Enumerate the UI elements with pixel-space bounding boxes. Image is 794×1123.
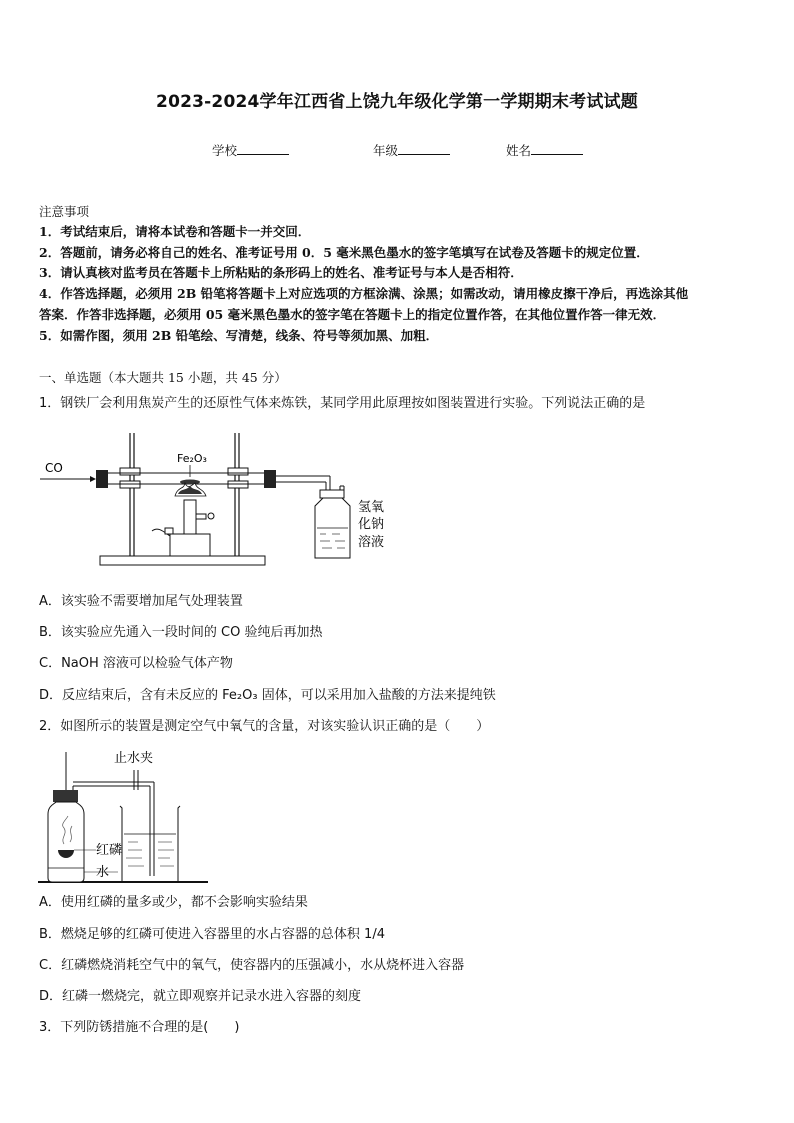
q2-option-b[interactable]: B．燃烧足够的红磷可使进入容器里的水占容器的总体积 1/4 [39, 927, 385, 942]
clamp-label: 止水夹 [114, 751, 154, 766]
school-label: 学校 [212, 143, 238, 158]
notice-item: 4．作答选择题，必须用 2B 铅笔将答题卡上对应选项的方框涂满、涂黑；如需改动，请用橡皮擦干净后，再选涂其他 [39, 286, 689, 301]
water-label: 水 [96, 865, 110, 880]
page-title: 2023-2024学年江西省上饶九年级化学第一学期期末考试试题 [156, 92, 638, 112]
q1-option-c[interactable]: C．NaOH 溶液可以检验气体产物 [39, 656, 233, 671]
notice-heading: 注意事项 [39, 204, 90, 219]
q1-option-d[interactable]: D．反应结束后，含有未反应的 Fe₂O₃ 固体，可以采用加入盐酸的方法来提纯铁 [39, 688, 496, 703]
section-heading: 一、单选题（本大题共 15 小题，共 45 分） [39, 370, 287, 385]
naoh-label-3: 溶液 [358, 535, 385, 550]
notice-item: 1．考试结束后，请将本试卷和答题卡一并交回． [39, 224, 311, 239]
notice-item: 5．如需作图，须用 2B 铅笔绘、写清楚，线条、符号等须加黑、加粗． [39, 328, 439, 343]
naoh-label-1: 氢氧 [358, 500, 385, 515]
name-field[interactable] [506, 141, 583, 159]
school-field[interactable] [212, 141, 289, 159]
q2-option-a[interactable]: A．使用红磷的量多或少，都不会影响实验结果 [39, 895, 308, 910]
co-label: CO [45, 461, 63, 475]
oxygen-measurement-apparatus-figure [38, 746, 208, 886]
question-2-stem: 2．如图所示的装置是测定空气中氧气的含量，对该实验认识正确的是（ ） [39, 719, 490, 734]
q2-option-c[interactable]: C．红磷燃烧消耗空气中的氧气，使容器内的压强减小，水从烧杯进入容器 [39, 958, 465, 973]
grade-field[interactable] [373, 141, 450, 159]
fe2o3-label: Fe₂O₃ [177, 452, 207, 465]
question-1-stem: 1．钢铁厂会利用焦炭产生的还原性气体来炼铁，某同学用此原理按如图装置进行实验。下列说法正确的是 [39, 396, 646, 411]
naoh-label-2: 化钠 [358, 517, 385, 532]
q1-option-a[interactable]: A．该实验不需要增加尾气处理装置 [39, 594, 243, 609]
co-reduction-apparatus-figure [40, 428, 400, 573]
notice-item: 3．请认真核对监考员在答题卡上所粘贴的条形码上的姓名、准考证号与本人是否相符． [39, 265, 523, 280]
phosphorus-label: 红磷 [96, 843, 123, 858]
q1-option-b[interactable]: B．该实验应先通入一段时间的 CO 验纯后再加热 [39, 625, 323, 640]
name-label: 姓名 [506, 143, 532, 158]
question-3-stem: 3．下列防锈措施不合理的是( ) [39, 1020, 240, 1035]
school-blank[interactable] [237, 143, 289, 155]
notice-item: 2．答题前，请务必将自己的姓名、准考证号用 0．5 毫米黑色墨水的签字笔填写在试卷及答题卡的规定位置． [39, 245, 649, 260]
q2-option-d[interactable]: D．红磷一燃烧完，就立即观察并记录水进入容器的刻度 [39, 989, 362, 1004]
grade-label: 年级 [373, 143, 399, 158]
notice-item: 答案．作答非选择题，必须用 05 毫米黑色墨水的签字笔在答题卡上的指定位置作答，在其他位置作答一律无效． [39, 307, 666, 322]
name-blank[interactable] [531, 143, 583, 155]
grade-blank[interactable] [398, 143, 450, 155]
